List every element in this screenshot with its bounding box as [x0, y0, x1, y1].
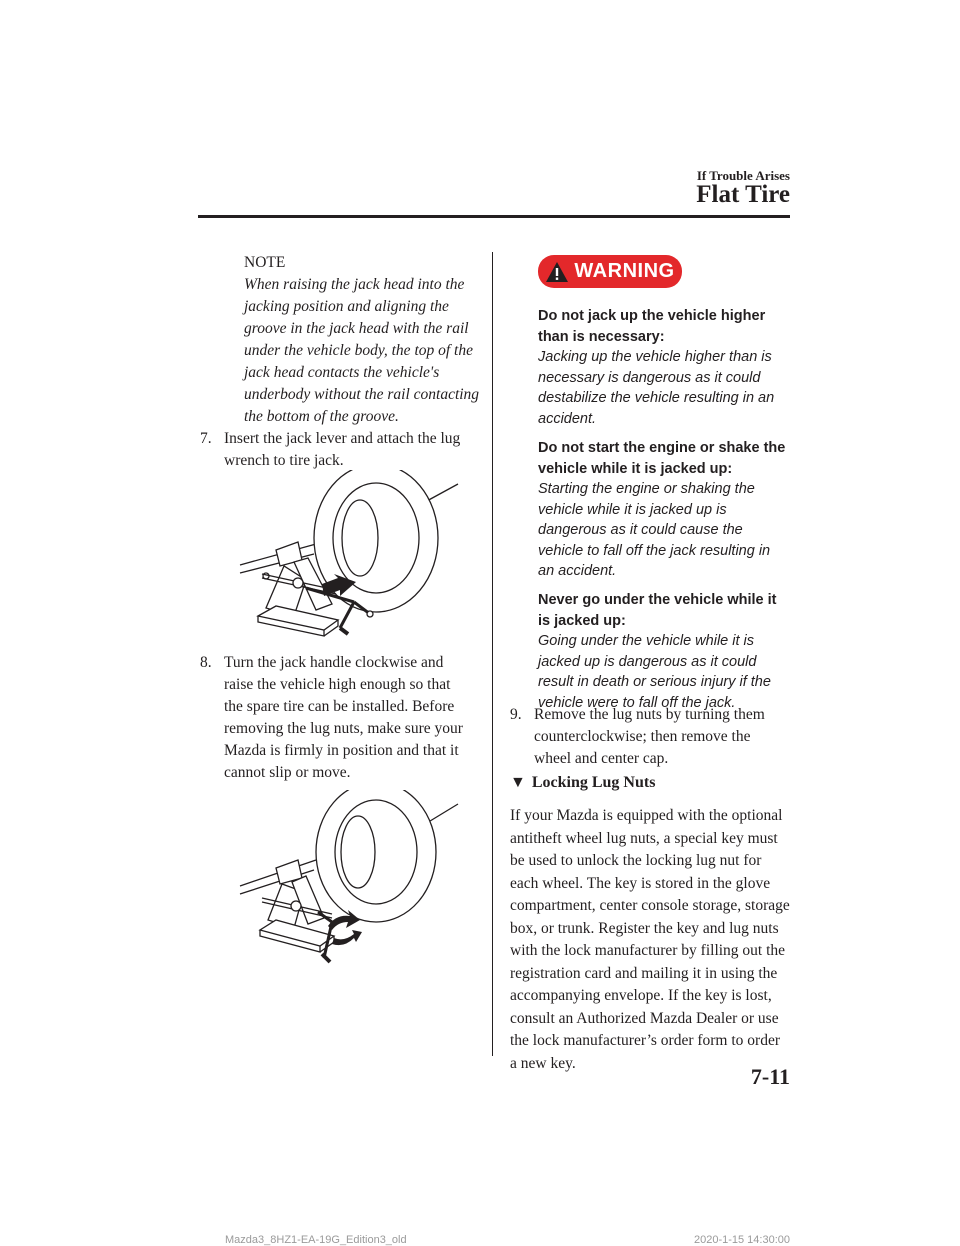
section-marker-icon: ▼ [510, 774, 526, 791]
warning-body: Going under the vehicle while it is jacked up is dangerous as it could result in death or serious injury if the vehicle were to fall off the jack. [538, 633, 771, 711]
jack-raise-illustration [236, 790, 466, 980]
step-text: Remove the lug nuts by turning them counterclockwise; then remove the wheel and center cap. [534, 706, 765, 767]
section-header: If Trouble Arises [696, 168, 790, 183]
column-divider [492, 252, 493, 1056]
warning-item-1 [538, 306, 790, 429]
jack-lever-illustration [236, 470, 466, 650]
footer-file: Mazda3_8HZ1-EA-19G_Edition3_old [225, 1234, 407, 1246]
warning-body: Jacking up the vehicle higher than is necessary is dangerous as it could destabilize the vehicle resulting in an accident. [538, 349, 775, 427]
locking-lug-nuts-heading [510, 774, 655, 792]
warning-label: WARNING [574, 260, 675, 282]
note-block [244, 252, 484, 428]
warning-heading: Do not start the engine or shake the vehicle while it is jacked up: [538, 440, 786, 477]
page-title: Flat Tire [696, 181, 790, 208]
footer-timestamp: 2020-1-15 14:30:00 [693, 1234, 790, 1246]
step-text: Insert the jack lever and attach the lug wrench to tire jack. [224, 430, 461, 469]
header-rule [198, 215, 790, 218]
warning-heading: Do not jack up the vehicle higher than is necessary: [538, 308, 766, 345]
warning-body: Starting the engine or shaking the vehicle while it is jacked up is dangerous as it could cause the vehicle to fall off the jack resulting in an accident. [538, 481, 771, 579]
step-number: 9. [510, 706, 522, 723]
subheading-text: Locking Lug Nuts [531, 774, 656, 791]
locking-lug-nuts-paragraph: If your Mazda is equipped with the optional antitheft wheel lug nuts, a special key must be used to unlock the locking lug nut for each wheel. The key is stored in the glove compartment, center console storage, storage box, or trunk. Register the key and lug nuts with the lock manufacturer by filling out the registration card and mailing it in using the accompanying envelope. If the key is lost, consult an Authorized Mazda Dealer or use the lock manufacturer’s order form to order a new key. [510, 807, 790, 1072]
step-number: 7. [200, 430, 212, 447]
warning-item-2 [538, 438, 790, 582]
step-text: Turn the jack handle clockwise and raise the vehicle high enough so that the spare tire can be installed. Before removing the lug nuts, make sure your Mazda is firmly in position and that it cannot slip or move. [224, 654, 463, 781]
step-number: 8. [200, 654, 212, 671]
note-text: When raising the jack head into the jacking position and aligning the groove in the jack head with the rail under the vehicle body, the top of the jack head contacts the vehicle's underbody without the rail contacting the bottom of the groove. [244, 276, 480, 425]
warning-item-3 [538, 590, 790, 713]
warning-heading: Never go under the vehicle while it is jacked up: [538, 592, 777, 629]
note-label: NOTE [244, 254, 286, 271]
warning-triangle-icon [545, 261, 569, 283]
page-number: 7-11 [750, 1064, 790, 1089]
warning-badge [538, 255, 682, 288]
